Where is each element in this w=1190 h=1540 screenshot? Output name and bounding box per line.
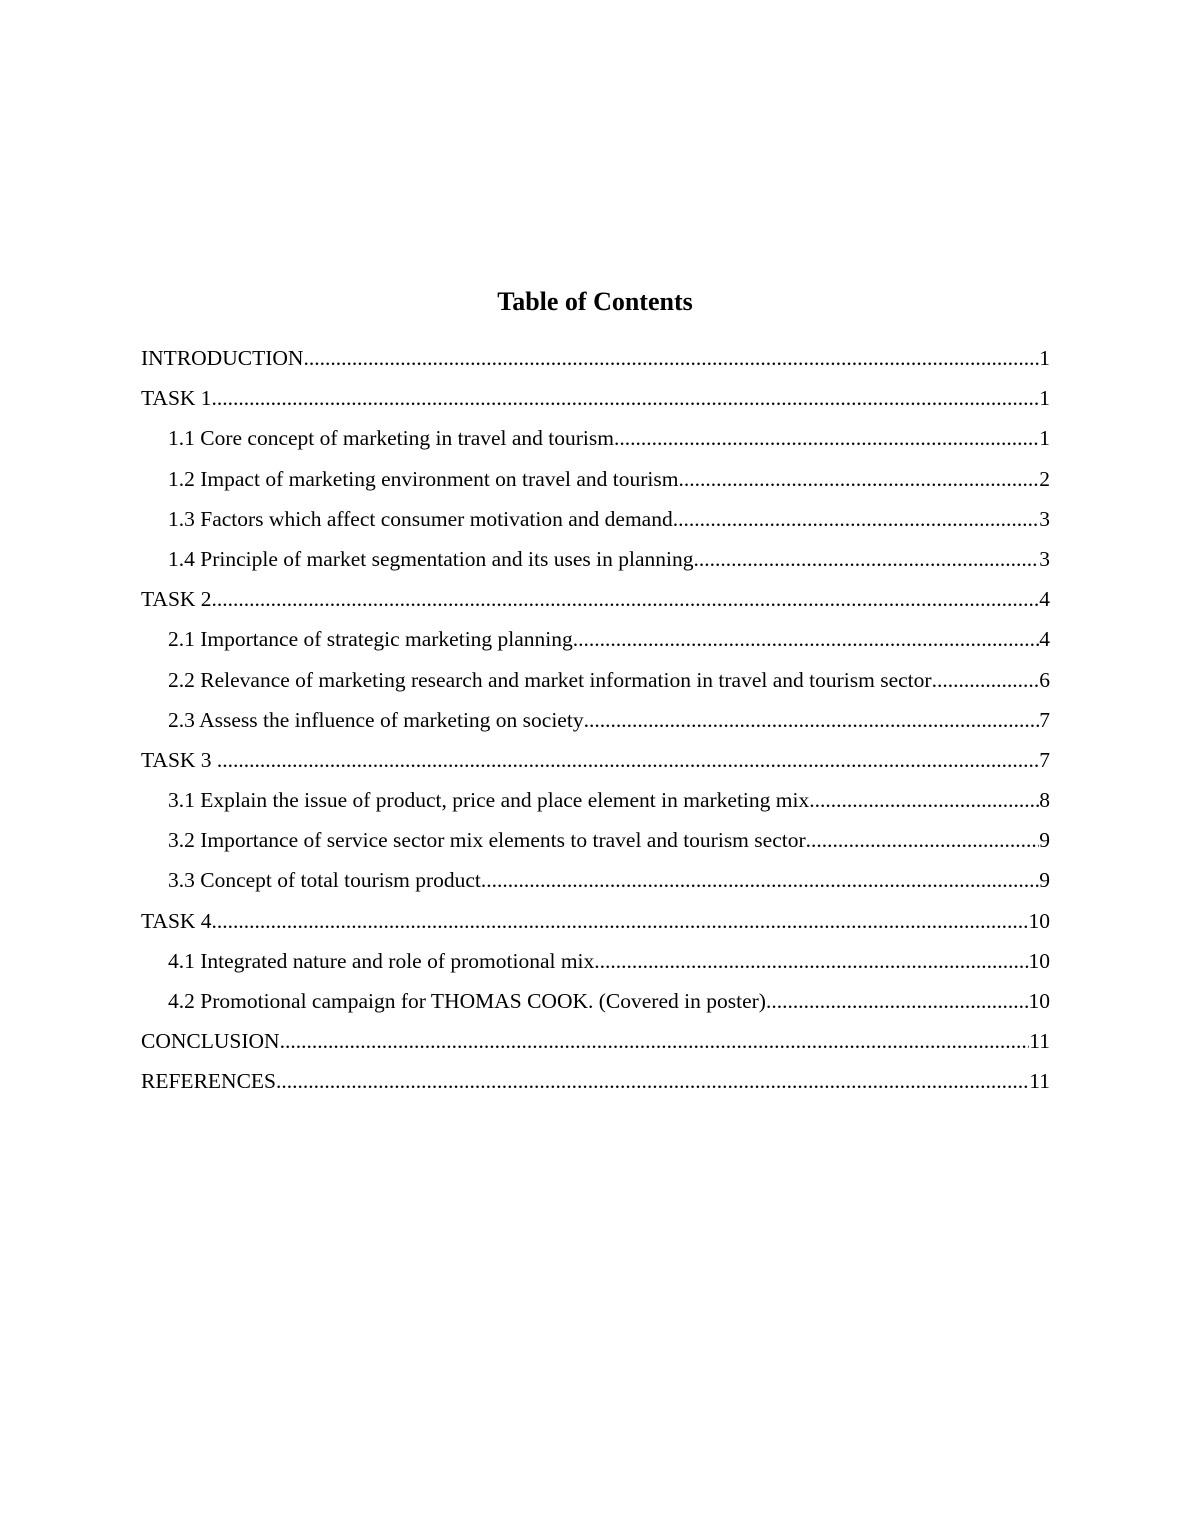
toc-entry-conclusion[interactable] [141,1024,1050,1064]
toc-page-number: 8 [1039,788,1050,813]
toc-entry-1-4[interactable] [141,542,1050,582]
toc-page-number: 7 [1039,747,1050,772]
toc-dot-leader [766,984,1029,1018]
toc-page-number: 2 [1039,466,1050,491]
toc-page-number: 10 [1028,989,1050,1013]
toc-page-number: 9 [1039,868,1050,893]
toc-entry-label: 4.1 Integrated nature and role of promotional mix [168,948,595,973]
toc-entry-label: 2.3 Assess the influence of marketing on society [168,707,584,732]
toc-dot-leader [693,542,1039,576]
toc-page-number: 3 [1039,506,1050,531]
toc-entry-3-2[interactable] [141,823,1050,863]
toc-entry-task-1[interactable] [141,381,1050,421]
toc-entry-label: 3.3 Concept of total tourism product [168,868,481,893]
toc-list [141,341,1050,1105]
toc-entry-references[interactable] [141,1064,1050,1104]
toc-entry-4-1[interactable] [141,944,1050,984]
toc-entry-task-2[interactable] [141,582,1050,622]
toc-page-number: 3 [1039,546,1050,571]
toc-entry-3-1[interactable] [141,783,1050,823]
toc-dot-leader [584,703,1040,737]
toc-entry-1-2[interactable] [141,462,1050,502]
toc-title: Table of Contents [497,287,693,316]
toc-dot-leader [809,783,1039,817]
toc-dot-leader [280,1024,1030,1058]
toc-entry-3-3[interactable] [141,863,1050,903]
toc-entry-label: 3.2 Importance of service sector mix elements to travel and tourism sector [168,828,806,853]
toc-entry-label: INTRODUCTION [141,346,304,370]
toc-entry-task-3[interactable] [141,743,1050,783]
toc-dot-leader [276,1064,1029,1098]
toc-dot-leader [932,663,1040,697]
toc-entry-label: 4.2 Promotional campaign for THOMAS COOK. (Covered in poster) [168,989,766,1013]
toc-entry-label: 2.2 Relevance of marketing research and market information in travel and tourism sector [168,667,932,692]
toc-entry-label: 1.2 Impact of marketing environment on travel and tourism [168,466,679,491]
toc-dot-leader [594,944,1028,978]
toc-entry-label: CONCLUSION [141,1029,280,1054]
toc-entry-2-3[interactable] [141,703,1050,743]
toc-page-number: 1 [1039,426,1050,451]
toc-dot-leader [806,823,1040,857]
toc-entry-label: REFERENCES [141,1069,276,1094]
toc-entry-2-2[interactable] [141,663,1050,703]
toc-page-number: 4 [1039,587,1050,612]
toc-dot-leader [481,863,1039,897]
toc-dot-leader [573,622,1039,656]
toc-page-number: 4 [1039,627,1050,652]
toc-page-number: 1 [1039,346,1050,370]
toc-dot-leader [679,462,1040,496]
toc-entry-1-3[interactable] [141,502,1050,542]
toc-dot-leader [217,743,1039,777]
toc-dot-leader [212,582,1040,616]
toc-page-number: 7 [1039,707,1050,732]
toc-page-number: 10 [1028,948,1050,973]
toc-entry-introduction[interactable] [141,341,1050,381]
toc-entry-4-2[interactable] [141,984,1050,1024]
toc-dot-leader [212,904,1029,938]
toc-page-number: 10 [1028,908,1050,933]
toc-entry-label: TASK 3 [141,747,217,772]
toc-entry-1-1[interactable] [141,421,1050,461]
toc-entry-label: 2.1 Importance of strategic marketing planning [168,627,573,652]
toc-entry-label: 1.3 Factors which affect consumer motivation and demand [168,506,673,531]
toc-page-number: 11 [1029,1029,1050,1054]
toc-page-number: 9 [1039,828,1050,853]
toc-page-number: 11 [1029,1069,1050,1094]
toc-entry-label: TASK 1 [141,386,212,411]
toc-entry-label: 1.1 Core concept of marketing in travel and tourism [168,426,614,451]
toc-page-number: 1 [1039,386,1050,411]
toc-entry-label: 1.4 Principle of market segmentation and its uses in planning [168,546,694,571]
toc-entry-task-4[interactable] [141,904,1050,944]
toc-entry-label: TASK 2 [141,587,212,612]
toc-entry-label: TASK 4 [141,908,212,933]
toc-dot-leader [303,341,1039,375]
toc-entry-2-1[interactable] [141,622,1050,662]
toc-dot-leader [614,421,1039,455]
toc-page-number: 6 [1039,667,1050,692]
toc-dot-leader [212,381,1040,415]
toc-entry-label: 3.1 Explain the issue of product, price and place element in marketing mix [168,788,810,813]
toc-dot-leader [673,502,1040,536]
